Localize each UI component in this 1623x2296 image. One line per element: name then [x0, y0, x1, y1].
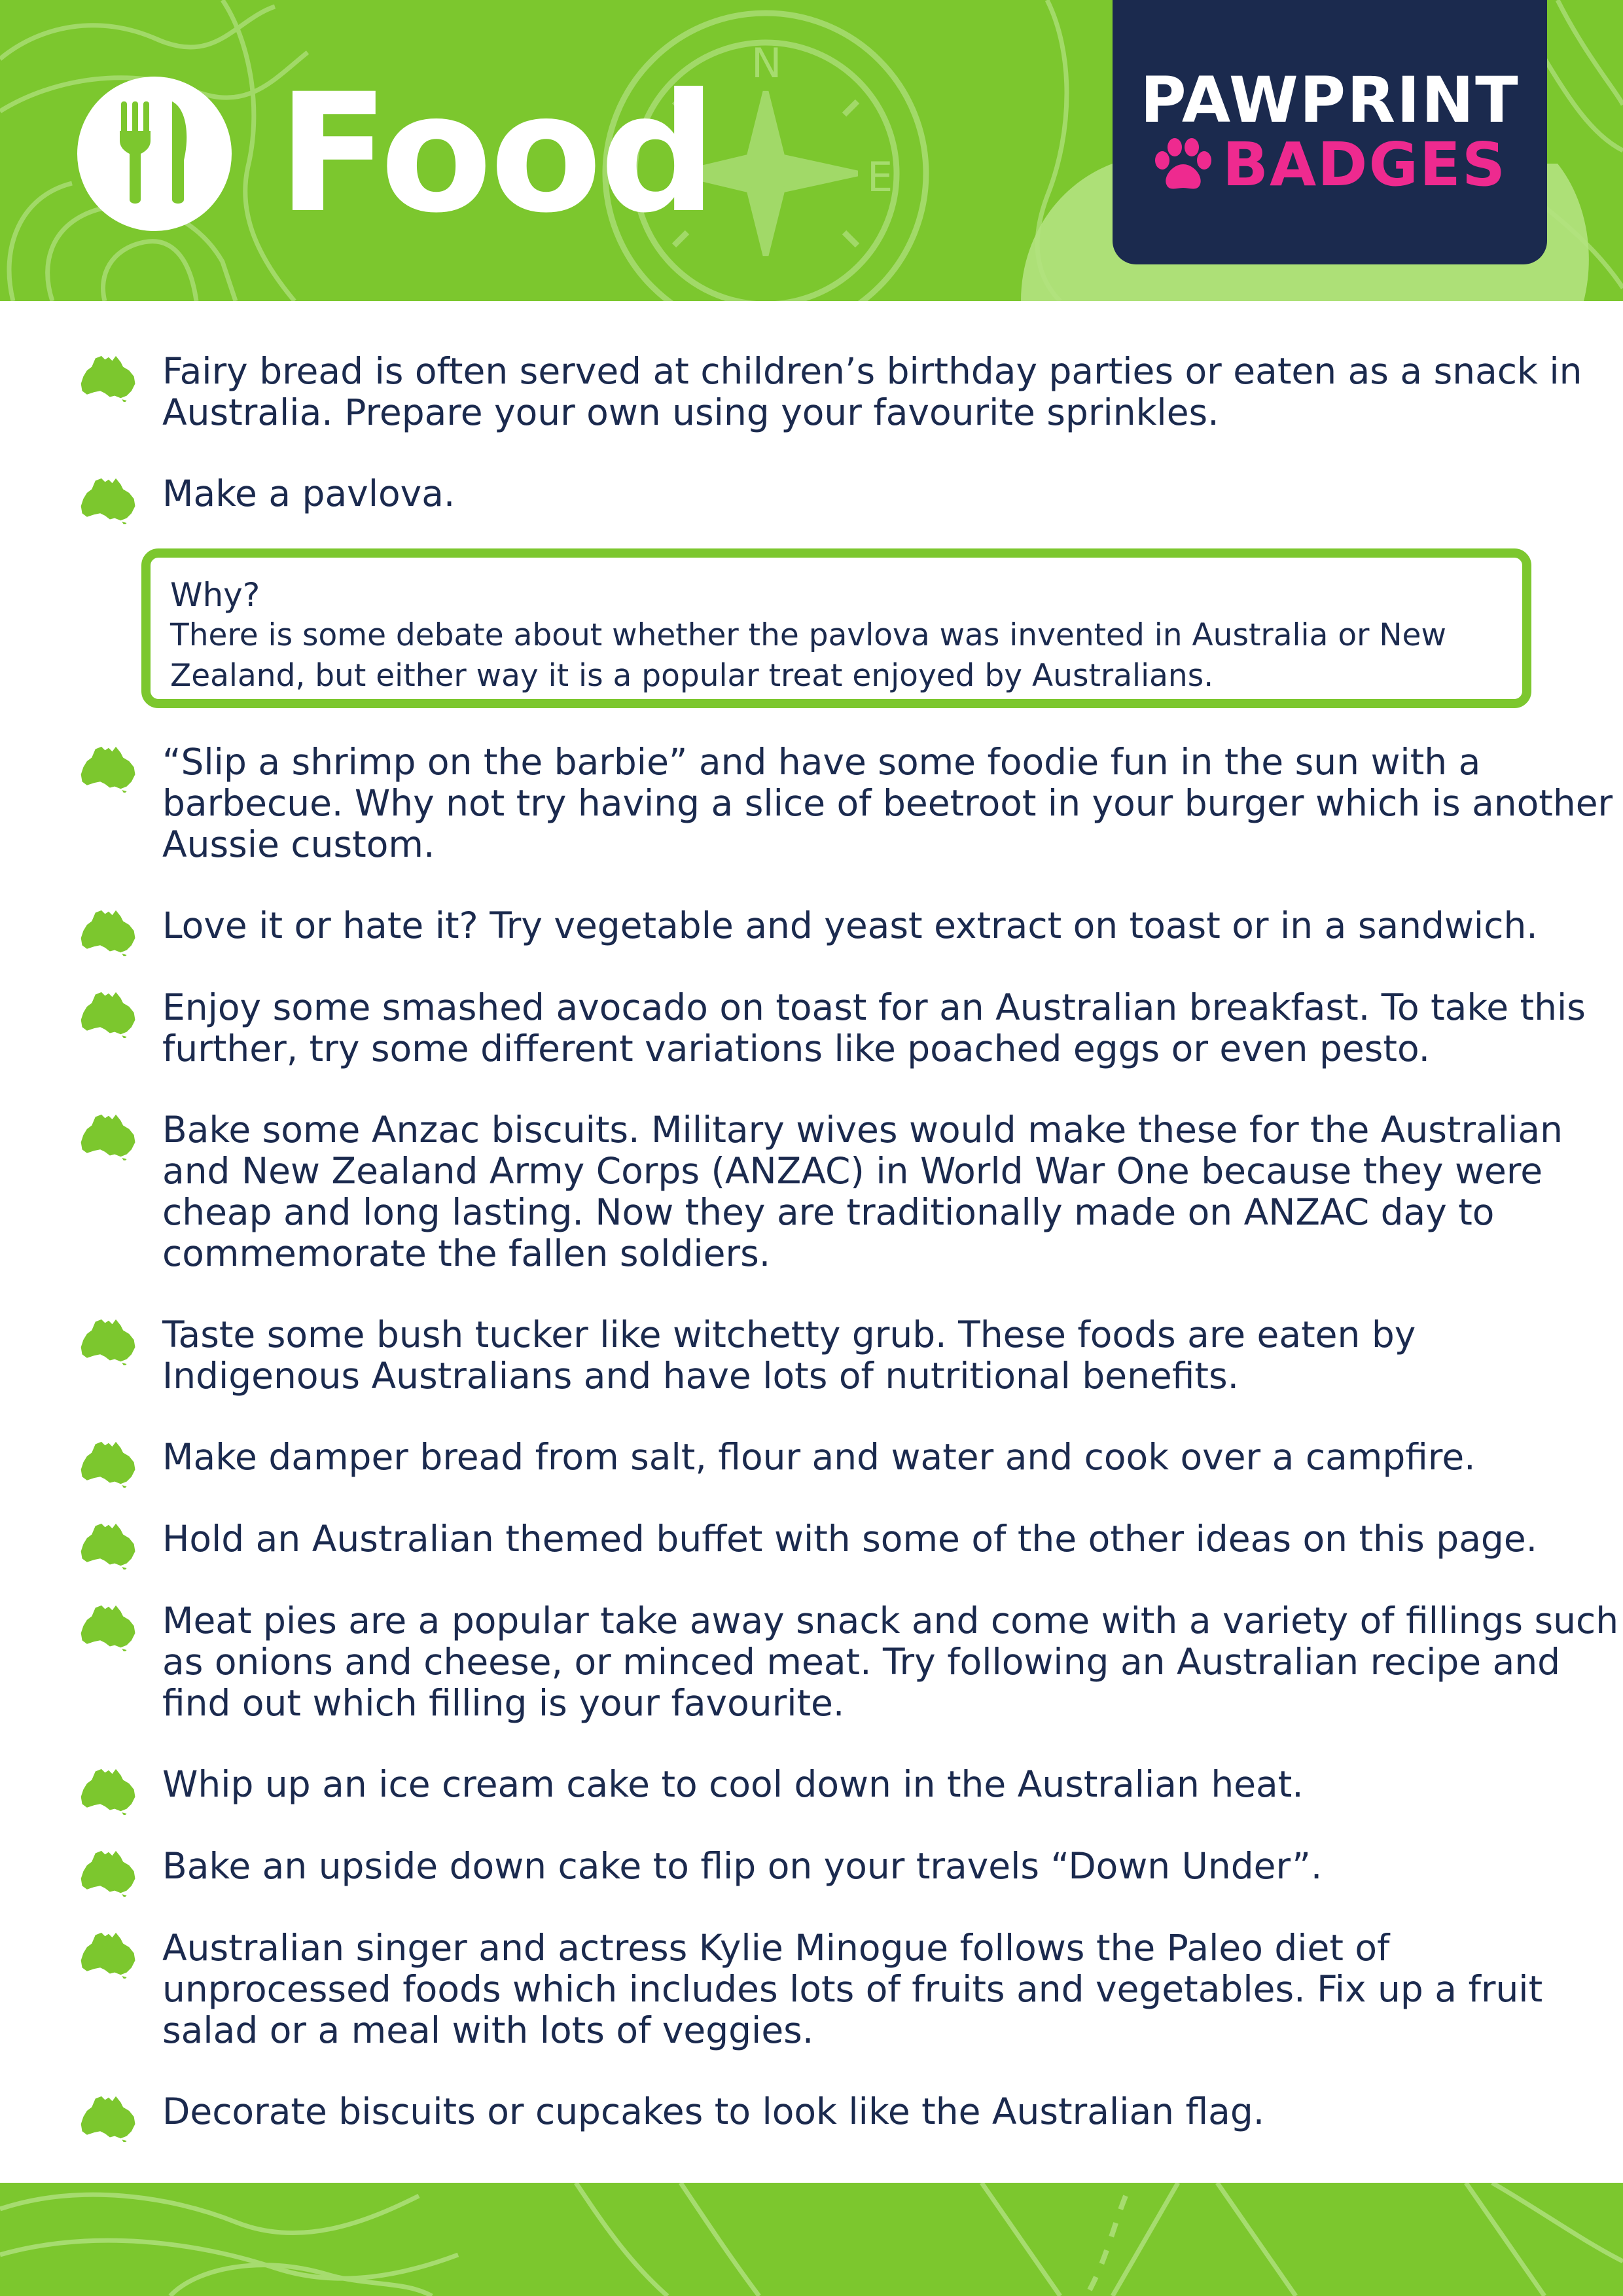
compass-east-label: E: [867, 153, 893, 201]
page-title: Food: [277, 58, 715, 249]
list-item-text: Taste some bush tucker like witchetty grub. These foods are eaten by Indigenous Australians and have lots of nutritional benefits.: [162, 1314, 1416, 1397]
list-item-text: Love it or hate it? Try vegetable and yeast extract on toast or in a sandwich.: [162, 905, 1538, 946]
australia-map-icon: [79, 476, 139, 524]
list-item-text: Make a pavlova.: [162, 473, 455, 514]
australia-map-icon: [79, 990, 139, 1038]
australia-map-icon: [79, 2094, 139, 2142]
list-item-text: Decorate biscuits or cupcakes to look like the Australian flag.: [162, 2090, 1265, 2132]
why-callout-box: [141, 548, 1531, 708]
list-item-text: Meat pies are a popular take away snack and come with a variety of fillings such as onions and cheese, or minced meat. Try following an Australian recipe and find out which filling is your favourite.: [162, 1600, 1619, 1724]
australia-map-icon: [79, 1848, 139, 1897]
list-item-text: Australian singer and actress Kylie Minogue follows the Paleo diet of unprocessed foods which includes lots of fruits and vegetables. Fix up a fruit salad or a meal with lots of veggies.: [162, 1927, 1543, 2051]
australia-map-icon: [79, 1317, 139, 1365]
list-item-text: Bake some Anzac biscuits. Military wives would make these for the Australian and New Zealand Army Corps (ANZAC) in World War One because they were cheap and long lasting. Now they are traditionally made on ANZAC day to commemorate the fallen soldiers.: [162, 1109, 1563, 1274]
list-item-text: Enjoy some smashed avocado on toast for an Australian breakfast. To take this further, try some different variations like poached eggs or even pesto.: [162, 986, 1586, 1069]
list-item-text: Hold an Australian themed buffet with some of the other ideas on this page.: [162, 1518, 1538, 1560]
why-callout-title: Why?: [170, 576, 260, 614]
list-item-text: “Slip a shrimp on the barbie” and have some foodie fun in the sun with a barbecue. Why not try having a slice of beetroot in your burger which is another Aussie custom.: [162, 741, 1613, 865]
topographic-pattern: [0, 2183, 1623, 2296]
australia-map-icon: [79, 1767, 139, 1815]
list-item-text: Whip up an ice cream cake to cool down in the Australian heat.: [162, 1763, 1304, 1805]
australia-map-icon: [79, 1521, 139, 1570]
header-banner: [0, 0, 1623, 301]
australia-map-icon: [79, 744, 139, 793]
australia-map-icon: [79, 1112, 139, 1160]
footer-banner: [0, 2183, 1623, 2296]
why-callout-body: There is some debate about whether the pavlova was invented in Australia or New Zealand, but either way it is a popular treat enjoyed by Australians.: [170, 617, 1446, 694]
australia-map-icon: [79, 1439, 139, 1488]
title-group: [77, 58, 715, 249]
australia-map-icon: [79, 908, 139, 956]
list-item-text: Bake an upside down cake to flip on your travels “Down Under”.: [162, 1845, 1323, 1887]
brand-line1: PAWPRINT: [1140, 63, 1520, 137]
australia-map-icon: [79, 1930, 139, 1979]
brand-line2-group: [1153, 130, 1507, 200]
brand-logo: [1113, 0, 1547, 264]
list-item-text: Fairy bread is often served at children’s birthday parties or eaten as a snack in Australia. Prepare your own using your favourite sprinkles.: [162, 350, 1582, 433]
australia-map-icon: [79, 1603, 139, 1651]
list-item-text: Make damper bread from salt, flour and water and cook over a campfire.: [162, 1436, 1476, 1478]
compass-north-label: N: [751, 39, 782, 87]
fork-knife-icon: [77, 77, 232, 231]
paw-icon: [1153, 138, 1213, 192]
australia-map-icon: [79, 353, 139, 402]
brand-line2: BADGES: [1222, 130, 1507, 200]
